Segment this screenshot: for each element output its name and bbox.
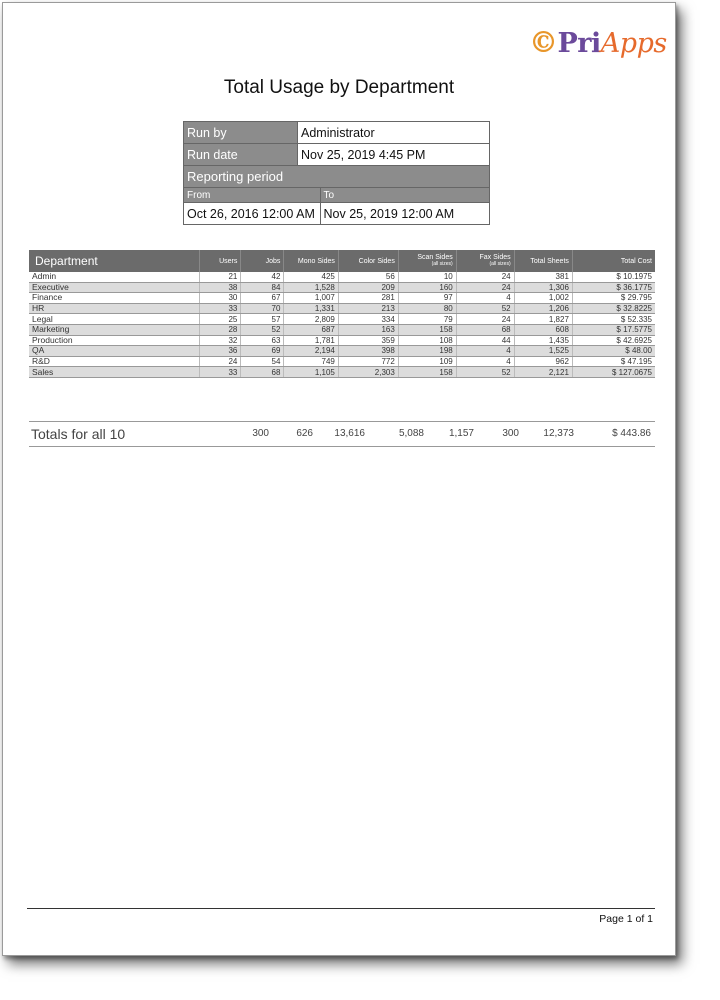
table-row xyxy=(29,346,655,357)
cell-jobs: 42 xyxy=(241,272,284,282)
cell-mono-sides: 687 xyxy=(284,324,338,335)
cell-color-sides: 281 xyxy=(338,293,398,304)
cell-total-sheets: 381 xyxy=(514,272,572,282)
page-number: Page 1 of 1 xyxy=(599,913,653,925)
cell-department: Executive xyxy=(29,282,199,293)
cell-fax-sides: 24 xyxy=(456,272,514,282)
cell-total-cost: $ 48.00 xyxy=(572,346,655,357)
total-scan-sides: 1,157 xyxy=(448,428,474,439)
col-fax-sides xyxy=(456,250,514,272)
cell-mono-sides: 2,809 xyxy=(284,314,338,325)
cell-color-sides: 56 xyxy=(338,272,398,282)
cell-color-sides: 2,303 xyxy=(338,367,398,378)
cell-users: 30 xyxy=(199,293,240,304)
total-mono-sides: 13,616 xyxy=(334,428,365,439)
total-sheets: 12,373 xyxy=(543,428,574,439)
total-jobs: 626 xyxy=(296,428,313,439)
cell-department: Marketing xyxy=(29,324,199,335)
cell-total-sheets: 1,206 xyxy=(514,303,572,314)
report-title: Total Usage by Department xyxy=(223,77,455,98)
total-fax-sides: 300 xyxy=(502,428,519,439)
cell-total-cost: $ 29.795 xyxy=(572,293,655,304)
cell-fax-sides: 44 xyxy=(456,335,514,346)
cell-fax-sides: 52 xyxy=(456,303,514,314)
cell-jobs: 70 xyxy=(241,303,284,314)
col-department: Department xyxy=(29,250,199,272)
run-date-label: Run date xyxy=(184,144,298,166)
cell-color-sides: 213 xyxy=(338,303,398,314)
cell-total-cost: $ 127.0675 xyxy=(572,367,655,378)
cell-fax-sides: 4 xyxy=(456,356,514,367)
col-scan-sides xyxy=(398,250,456,272)
cell-total-sheets: 1,435 xyxy=(514,335,572,346)
total-cost: $ 443.86 xyxy=(612,428,651,439)
cell-jobs: 67 xyxy=(241,293,284,304)
cell-users: 36 xyxy=(199,346,240,357)
cell-jobs: 63 xyxy=(241,335,284,346)
cell-department: Finance xyxy=(29,293,199,304)
cell-total-cost: $ 32.8225 xyxy=(572,303,655,314)
fax-sides-sub: (all sizes) xyxy=(489,261,511,267)
cell-department: Legal xyxy=(29,314,199,325)
cell-total-cost: $ 17.5775 xyxy=(572,324,655,335)
cell-users: 21 xyxy=(199,272,240,282)
cell-jobs: 57 xyxy=(241,314,284,325)
cell-mono-sides: 1,331 xyxy=(284,303,338,314)
from-label: From xyxy=(184,188,321,203)
run-date-value: Nov 25, 2019 4:45 PM xyxy=(298,144,490,166)
usage-table-body xyxy=(29,272,655,377)
cell-total-sheets: 1,827 xyxy=(514,314,572,325)
cell-scan-sides: 160 xyxy=(398,282,456,293)
cell-scan-sides: 108 xyxy=(398,335,456,346)
cell-jobs: 84 xyxy=(241,282,284,293)
cell-scan-sides: 109 xyxy=(398,356,456,367)
table-row xyxy=(29,314,655,325)
col-mono-sides: Mono Sides xyxy=(284,250,338,272)
table-row xyxy=(29,335,655,346)
fax-sides-label: Fax Sides xyxy=(479,254,511,261)
usage-table xyxy=(29,250,655,378)
cell-fax-sides: 52 xyxy=(456,367,514,378)
cell-jobs: 69 xyxy=(241,346,284,357)
cell-fax-sides: 68 xyxy=(456,324,514,335)
cell-total-sheets: 962 xyxy=(514,356,572,367)
cell-total-sheets: 608 xyxy=(514,324,572,335)
run-by-value: Administrator xyxy=(298,122,490,144)
table-row xyxy=(29,367,655,378)
cell-total-cost: $ 36.1775 xyxy=(572,282,655,293)
cell-fax-sides: 24 xyxy=(456,282,514,293)
table-row xyxy=(29,272,655,282)
cell-total-sheets: 1,306 xyxy=(514,282,572,293)
cell-total-sheets: 1,002 xyxy=(514,293,572,304)
scan-sides-sub: (all sizes) xyxy=(431,261,453,267)
table-row xyxy=(29,356,655,367)
cell-users: 28 xyxy=(199,324,240,335)
cell-scan-sides: 198 xyxy=(398,346,456,357)
cell-users: 25 xyxy=(199,314,240,325)
cell-scan-sides: 158 xyxy=(398,324,456,335)
cell-fax-sides: 4 xyxy=(456,293,514,304)
run-by-label: Run by xyxy=(184,122,298,144)
cell-department: R&D xyxy=(29,356,199,367)
cell-mono-sides: 1,105 xyxy=(284,367,338,378)
cell-scan-sides: 80 xyxy=(398,303,456,314)
cell-scan-sides: 97 xyxy=(398,293,456,304)
cell-jobs: 54 xyxy=(241,356,284,367)
cell-scan-sides: 10 xyxy=(398,272,456,282)
cell-total-cost: $ 42.6925 xyxy=(572,335,655,346)
report-page xyxy=(2,2,676,956)
usage-table-header xyxy=(29,250,655,272)
footer-divider xyxy=(27,908,655,909)
cell-mono-sides: 1,528 xyxy=(284,282,338,293)
cell-scan-sides: 79 xyxy=(398,314,456,325)
cell-mono-sides: 425 xyxy=(284,272,338,282)
cell-users: 33 xyxy=(199,303,240,314)
cell-mono-sides: 1,007 xyxy=(284,293,338,304)
cell-department: QA xyxy=(29,346,199,357)
cell-department: HR xyxy=(29,303,199,314)
from-value: Oct 26, 2016 12:00 AM xyxy=(184,203,321,225)
cell-mono-sides: 1,781 xyxy=(284,335,338,346)
totals-label: Totals for all 10 xyxy=(31,426,126,442)
cell-total-cost: $ 47.195 xyxy=(572,356,655,367)
col-color-sides: Color Sides xyxy=(338,250,398,272)
cell-department: Sales xyxy=(29,367,199,378)
cell-total-sheets: 1,525 xyxy=(514,346,572,357)
table-row xyxy=(29,303,655,314)
cell-users: 32 xyxy=(199,335,240,346)
scan-sides-label: Scan Sides xyxy=(417,254,453,261)
total-color-sides: 5,088 xyxy=(398,428,424,439)
cell-total-cost: $ 52.335 xyxy=(572,314,655,325)
cell-mono-sides: 749 xyxy=(284,356,338,367)
logo-pri-text: Pri xyxy=(557,28,601,59)
table-row xyxy=(29,324,655,335)
cell-fax-sides: 24 xyxy=(456,314,514,325)
cell-department: Admin xyxy=(29,272,199,282)
total-users: 300 xyxy=(252,428,269,439)
cell-color-sides: 163 xyxy=(338,324,398,335)
col-jobs: Jobs xyxy=(241,250,284,272)
col-total-cost: Total Cost xyxy=(572,250,655,272)
cell-color-sides: 772 xyxy=(338,356,398,367)
cell-fax-sides: 4 xyxy=(456,346,514,357)
logo-circle-c: © xyxy=(529,25,558,59)
cell-color-sides: 359 xyxy=(338,335,398,346)
cell-color-sides: 398 xyxy=(338,346,398,357)
cell-users: 24 xyxy=(199,356,240,367)
table-row xyxy=(29,282,655,293)
cell-mono-sides: 2,194 xyxy=(284,346,338,357)
table-row xyxy=(29,293,655,304)
cell-color-sides: 209 xyxy=(338,282,398,293)
cell-scan-sides: 158 xyxy=(398,367,456,378)
col-total-sheets: Total Sheets xyxy=(514,250,572,272)
cell-department: Production xyxy=(29,335,199,346)
reporting-period-label: Reporting period xyxy=(184,166,490,188)
cell-total-cost: $ 10.1975 xyxy=(572,272,655,282)
to-label: To xyxy=(320,188,490,203)
priapps-logo xyxy=(529,25,667,59)
logo-apps-text: Apps xyxy=(600,28,667,59)
totals-row xyxy=(29,421,655,447)
cell-jobs: 68 xyxy=(241,367,284,378)
cell-jobs: 52 xyxy=(241,324,284,335)
to-value: Nov 25, 2019 12:00 AM xyxy=(320,203,490,225)
cell-color-sides: 334 xyxy=(338,314,398,325)
col-users: Users xyxy=(199,250,240,272)
run-info-table xyxy=(183,121,490,225)
cell-total-sheets: 2,121 xyxy=(514,367,572,378)
cell-users: 33 xyxy=(199,367,240,378)
cell-users: 38 xyxy=(199,282,240,293)
